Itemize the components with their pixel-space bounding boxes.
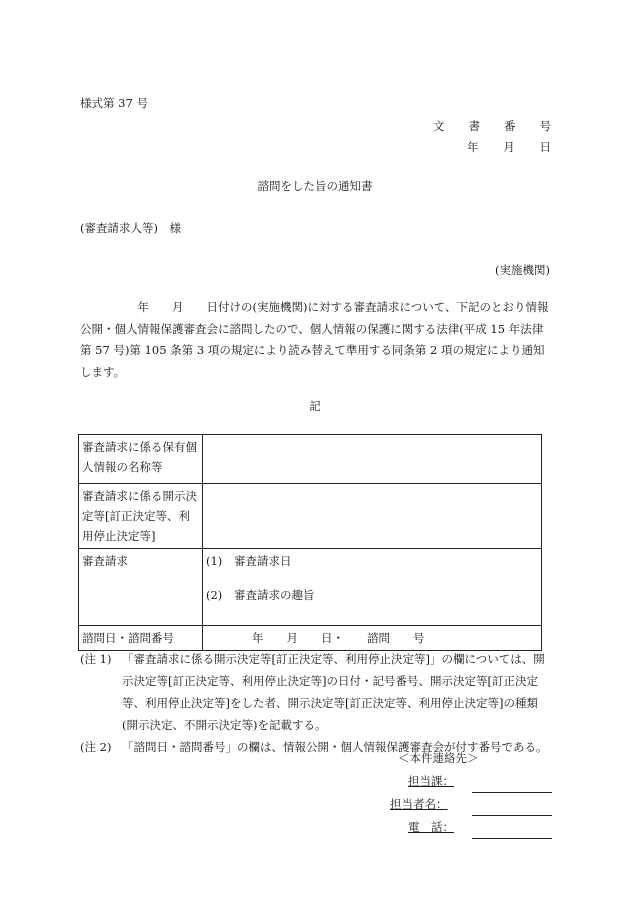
document-number-line bbox=[433, 118, 551, 134]
row-header-inquiry-number: 諮問日・諮問番号 bbox=[79, 626, 203, 651]
table-row bbox=[79, 435, 542, 484]
row-header-disclosure-decision: 審査請求に係る開示決定等[訂正決定等、利用停止決定等] bbox=[79, 484, 203, 549]
item-number: (2) bbox=[206, 588, 223, 602]
doc-number-char: 文 bbox=[433, 119, 445, 133]
table-row bbox=[79, 484, 542, 549]
body-paragraph: 年 月 日付けの(実施機関)に対する審査請求について、下記のとおり情報公開・個人情報保護審査会に諮問したので、個人情報の保護に関する法律(平成 15 年法律第 57 号)第 105 条第 3 項の規定により読み替えて準用する同条第 2 項の規定により通知します。 bbox=[80, 300, 549, 379]
contact-block bbox=[390, 747, 552, 839]
doc-number-char: 書 bbox=[468, 119, 480, 133]
cell-personal-info bbox=[203, 435, 542, 484]
date-line bbox=[467, 139, 551, 155]
form-number: 様式第 37 号 bbox=[80, 96, 148, 110]
item-number: (1) bbox=[206, 554, 223, 568]
doc-number-char: 番 bbox=[504, 119, 516, 133]
notes bbox=[80, 648, 550, 758]
date-month: 月 bbox=[503, 140, 515, 154]
date-day: 日 bbox=[539, 140, 551, 154]
cell-review-request bbox=[203, 549, 542, 626]
item-label: 審査請求日 bbox=[234, 554, 292, 568]
cell-disclosure-decision bbox=[203, 484, 542, 549]
document-title: 諮問をした旨の通知書 bbox=[257, 179, 373, 193]
info-table bbox=[78, 434, 542, 651]
row-header-personal-info: 審査請求に係る保有個人情報の名称等 bbox=[79, 435, 203, 484]
note-item bbox=[80, 648, 550, 736]
issuing-agency: (実施機関) bbox=[495, 263, 550, 277]
contact-person-label: 担当者名： bbox=[390, 797, 448, 811]
review-request-date-item bbox=[206, 551, 538, 571]
contact-person-row bbox=[390, 793, 552, 816]
note-text: 「諮問日・諮問番号」の欄は、情報公開・個人情報保護審査会が付す番号である。 bbox=[122, 740, 548, 754]
note-label: (注 2) bbox=[80, 740, 112, 754]
table-row bbox=[79, 626, 542, 651]
doc-number-char: 号 bbox=[539, 119, 551, 133]
review-request-purpose-item bbox=[206, 585, 538, 605]
contact-phone-line bbox=[472, 821, 552, 839]
contact-heading: ＜本件連絡先＞ bbox=[398, 751, 479, 765]
row-header-review-request: 審査請求 bbox=[79, 549, 203, 626]
contact-dept-label: 担当課： bbox=[408, 774, 454, 788]
contact-phone-row bbox=[390, 816, 552, 839]
date-year: 年 bbox=[467, 140, 479, 154]
contact-phone-label: 電 話： bbox=[408, 820, 454, 834]
cell-inquiry-number: 年 月 日・ 諮問 号 bbox=[203, 626, 542, 651]
note-label: (注 1) bbox=[80, 652, 112, 666]
contact-person-line bbox=[472, 798, 552, 816]
table-row bbox=[79, 549, 542, 626]
ki-heading: 記 bbox=[309, 399, 321, 413]
contact-dept-line bbox=[472, 775, 552, 793]
contact-dept-row bbox=[390, 770, 552, 793]
item-label: 審査請求の趣旨 bbox=[234, 588, 315, 602]
addressee: (審査請求人等) 様 bbox=[80, 221, 181, 235]
note-text: 「審査請求に係る開示決定等[訂正決定等、利用停止決定等]」の欄については、開示決定等[訂正決定等、利用停止決定等]の日付・記号番号、開示決定等[訂正決定等、利用停止決定等]をした者、開示決定等[訂正決定等、利用停止決定等]の種類(開示決定、不開示決定等)を記載する。 bbox=[122, 652, 545, 732]
